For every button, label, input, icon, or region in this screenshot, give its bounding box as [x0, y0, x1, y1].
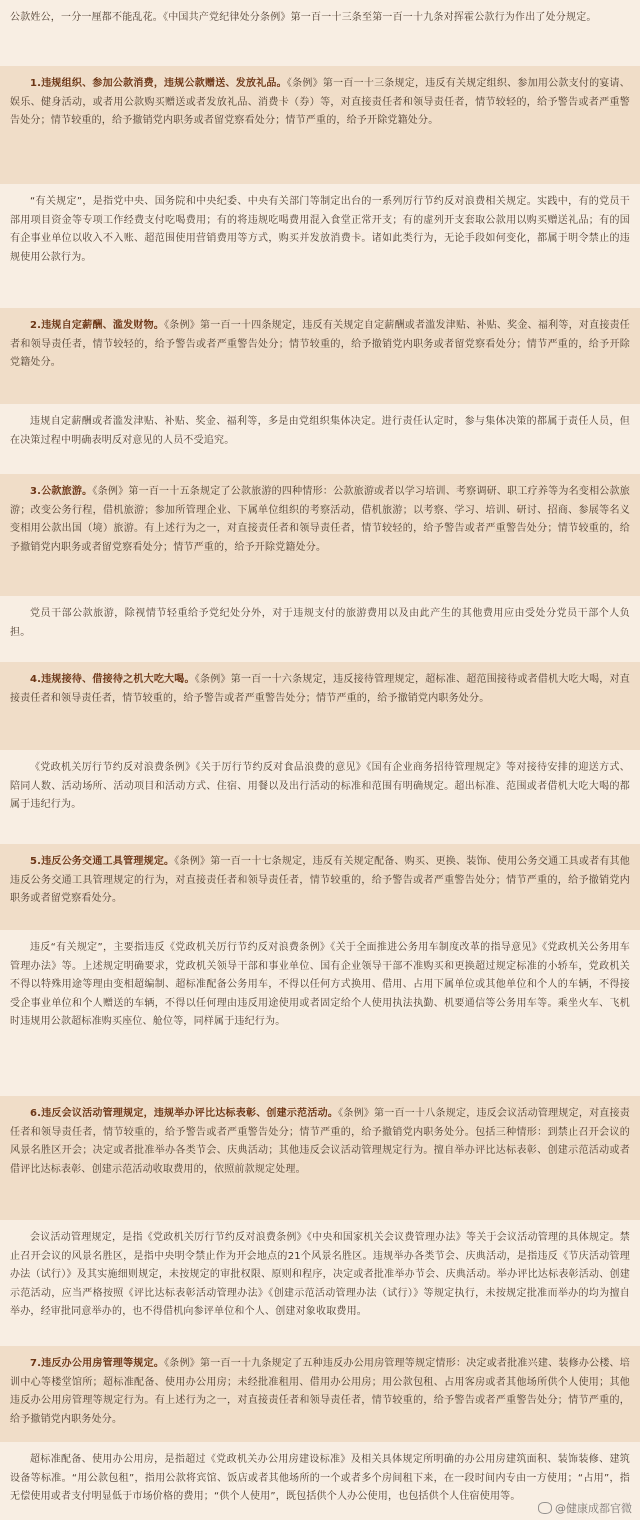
paragraph-block [0, 404, 640, 474]
paragraph-text: 《条例》第一百一十七条规定，违反有关规定配备、购买、更换、装饰、使用公务交通工具或者有其他违反公务交通工具管理规定的行为，对直接责任者和领导责任者，情节较重的，给予警告或者严重警告处分；情节严重的，给予撤销党内职务或者留党察看处分。 [10, 856, 630, 905]
weibo-icon [538, 1502, 552, 1514]
paragraph-heading: 6.违反会议活动管理规定，违规举办评比达标表彰、创建示范活动。 [30, 1108, 339, 1119]
paragraph-block [0, 308, 640, 404]
paragraph-text: 违规自定薪酬或者滥发津贴、补贴、奖金、福利等，多是由党组织集体决定。进行责任认定时，参与集体决策的都属于责任人员，但在决策过程中明确表明反对意见的人员不受追究。 [10, 416, 630, 446]
paragraph-block [0, 0, 640, 66]
paragraph-block [0, 930, 640, 1096]
paragraph-text: 《条例》第一百一十八条规定，违反会议活动管理规定，对直接责任者和领导责任者，情节较重的，给予警告或者严重警告处分；情节严重的，给予撤销党内职务处分。包括三种情形：到禁止召开会议的风景名胜区开会；决定或者批准举办各类节会、庆典活动；其他违反会议活动管理规定行为。擅自举办评比达标表彰、创建示范活动或者借评比达标表彰、创建示范活动收取费用的，依照前款规定处理。 [10, 1108, 630, 1175]
paragraph-text: “有关规定”，是指党中央、国务院和中央纪委、中央有关部门等制定出台的一系列厉行节约反对浪费相关规定。实践中，有的党员干部用项目资金等专项工作经费支付吃喝费用；有的将违规吃喝费用混入食堂正常开支；有的虚列开支套取公款用以购买赠送礼品；有的国有企事业单位以收入不入账、超范围使用营销费用等方式，购买并发放消费卡。诸如此类行为，无论手段如何变化，都属于明令禁止的违规使用公款行为。 [10, 196, 630, 263]
watermark [538, 1500, 632, 1516]
paragraph-heading: 1.违规组织、参加公款消费，违规公款赠送、发放礼品。 [30, 78, 287, 89]
paragraph-block [0, 1096, 640, 1220]
paragraph-text: 公款姓公，一分一厘都不能乱花。《中国共产党纪律处分条例》第一百一十三条至第一百一十九条对挥霍公款行为作出了处分规定。 [10, 12, 597, 23]
paragraph-heading: 5.违反公务交通工具管理规定。 [30, 856, 175, 867]
paragraph-block [0, 1346, 640, 1442]
paragraph-text: 《条例》第一百一十九条规定了五种违反办公用房管理等规定情形：决定或者批准兴建、装修办公楼、培训中心等楼堂馆所；超标准配备、使用办公用房；未经批准租用、借用办公用房；用公款包租、占用客房或者其他场所供个人使用；其他违反办公用房管理等规定行为。有上述行为之一，对直接责任者和领导责任者，情节较重的，给予警告或者严重警告处分；情节严重的，给予撤销党内职务处分。 [10, 1358, 630, 1425]
paragraph-text: 会议活动管理规定，是指《党政机关厉行节约反对浪费条例》《中央和国家机关会议费管理办法》等关于会议活动管理的具体规定。禁止召开会议的风景名胜区，是指中央明令禁止作为开会地点的21个风景名胜区。违规举办各类节会、庆典活动，是指违反《节庆活动管理办法（试行）》及其实施细则规定，未按规定的审批权限、原则和程序，决定或者批准举办节会、庆典活动。举办评比达标表彰活动、创建示范活动，应当严格按照《评比达标表彰活动管理办法》《创建示范活动管理办法（试行）》等规定执行，未按规定批准而举办的均为擅自举办，经审批同意举办的，也不得借机向参评单位和个人、创建对象收取费用。 [10, 1232, 630, 1318]
paragraph-block [0, 474, 640, 596]
paragraph-text: 《条例》第一百一十六条规定，违反接待管理规定，超标准、超范围接待或者借机大吃大喝，对直接责任者和领导责任者，情节较重的，给予警告或者严重警告处分；情节严重的，给予撤销党内职务处分。 [10, 674, 630, 704]
paragraph-heading: 4.违规接待、借接待之机大吃大喝。 [30, 674, 195, 685]
paragraph-block [0, 1220, 640, 1346]
paragraph-block [0, 184, 640, 308]
paragraph-text: 党员干部公款旅游，除视情节轻重给予党纪处分外，对于违规支付的旅游费用以及由此产生的其他费用应由受处分党员干部个人负担。 [10, 608, 630, 638]
paragraph-block [0, 66, 640, 184]
paragraph-block [0, 844, 640, 930]
paragraph-text: 《党政机关厉行节约反对浪费条例》《关于厉行节约反对食品浪费的意见》《国有企业商务招待管理规定》等对接待安排的迎送方式、陪同人数、活动场所、活动项目和活动方式、住宿、用餐以及出行活动的标准和范围有明确规定。超出标准、范围或者借机大吃大喝的都属于违纪行为。 [10, 762, 630, 811]
paragraph-text: 超标准配备、使用办公用房，是指超过《党政机关办公用房建设标准》及相关具体规定所明确的办公用房建筑面积、装饰装修、建筑设备等标准。“用公款包租”，指用公款将宾馆、饭店或者其他场所的一个或者多个房间租下来，在一段时间内专由一方使用；“占用”，指无偿使用或者支付明显低于市场价格的费用；“供个人使用”，既包括供个人办公使用，也包括供个人住宿使用等。 [10, 1454, 630, 1503]
paragraph-heading: 3.公款旅游。 [30, 486, 93, 497]
paragraph-block [0, 662, 640, 750]
paragraph-text: 《条例》第一百一十三条规定，违反有关规定组织、参加用公款支付的宴请、娱乐、健身活动，或者用公款购买赠送或者发放礼品、消费卡（券）等，对直接责任者和领导责任者，情节较轻的，给予警告或者严重警告处分；情节较重的，给予撤销党内职务或者留党察看处分；情节严重的，给予开除党籍处分。 [10, 78, 630, 127]
paragraph-heading: 7.违反办公用房管理等规定。 [30, 1358, 165, 1369]
paragraph-text: 《条例》第一百一十四条规定，违反有关规定自定薪酬或者滥发津贴、补贴、奖金、福利等，对直接责任者和领导责任者，情节较轻的，给予警告或者严重警告处分；情节较重的，给予撤销党内职务或者留党察看处分；情节严重的，给予开除党籍处分。 [10, 320, 630, 369]
paragraph-text: 《条例》第一百一十五条规定了公款旅游的四种情形：公款旅游或者以学习培训、考察调研、职工疗养等为名变相公款旅游；改变公务行程，借机旅游；参加所管理企业、下属单位组织的考察活动，借机旅游；以考察、学习、培训、研讨、招商、参展等名义变相用公款出国（境）旅游。有上述行为之一，对直接责任者和领导责任者，情节较轻的，给予警告或者严重警告处分；情节较重的，给予撤销党内职务或者留党察看处分；情节严重的，给予开除党籍处分。 [10, 486, 630, 553]
paragraph-text: 违反“有关规定”，主要指违反《党政机关厉行节约反对浪费条例》《关于全面推进公务用车制度改革的指导意见》《党政机关公务用车管理办法》等。上述规定明确要求，党政机关领导干部和事业单位、国有企业领导干部不准购买和更换超过规定标准的小轿车，党政机关不得以特殊用途等理由变相超编制、超标准配备公务用车，不得以任何方式换用、借用、占用下属单位或其他单位和个人的车辆，不得接受企事业单位和个人赠送的车辆，不得以任何理由违反用途使用或者固定给个人使用执法执勤、机要通信等公务用车等。乘坐火车、飞机时违规用公款超标准购买座位、舱位等，同样属于违纪行为。 [10, 942, 630, 1028]
paragraph-block [0, 750, 640, 844]
paragraph-block [0, 596, 640, 662]
paragraph-heading: 2.违规自定薪酬、滥发财物。 [30, 320, 165, 331]
watermark-text: @健康成都官微 [555, 1502, 632, 1515]
